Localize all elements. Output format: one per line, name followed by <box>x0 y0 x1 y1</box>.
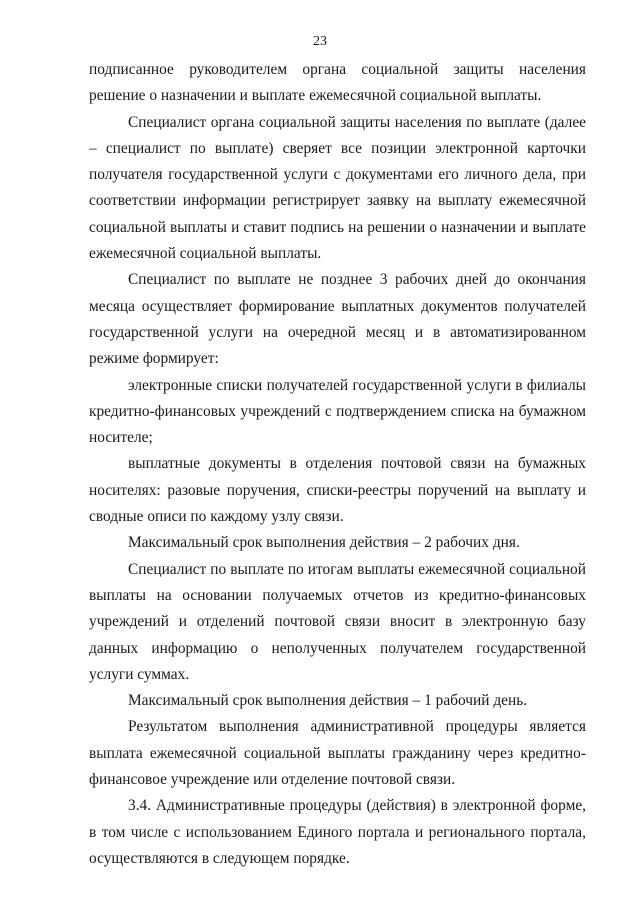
page-number: 23 <box>313 34 327 49</box>
paragraph-section-3-4: 3.4. Административные процедуры (действия) в электронной форме, в том числе с использованием Единого портала и регионального портала, осуществляются в следующем порядке. <box>89 797 586 867</box>
paragraph-postal-documents: выплатные документы в отделения почтовой связи на бумажных носителях: разовые поручения, списки-реестры поручений на выплату и сводные описи по каждому узлу связи. <box>89 455 586 526</box>
paragraph-specialist-verification: Специалист органа социальной защиты населения по выплате (далее – специалист по выплате) сверяет все позиции электронной карточки получателя государственной услуги с документами его личного дела, при соответствии информации регистрирует заявку на выплату ежемесячной социальной выплаты и ставит подпись на решении о назначении и выплате ежемесячной социальной выплаты. <box>89 113 586 263</box>
paragraph-payment-documents: Специалист по выплате не позднее 3 рабочих дней до окончания месяца осуществляет формирование выплатных документов получателей государственной услуги на очередной месяц и в автоматизированном режиме формирует: <box>89 271 586 368</box>
paragraph-unreceived-sums: Специалист по выплате по итогам выплаты ежемесячной социальной выплаты на основании получаемых отчетов из кредитно-финансовых учреждений и отделений почтовой связи вносит в электронную базу данных информацию о неполученных получателем государственной услуги суммах. <box>89 560 586 683</box>
paragraph-electronic-lists: электронные списки получателей государственной услуги в филиалы кредитно-финансовых учреждений с подтверждением списка на бумажном носителе; <box>89 376 586 447</box>
paragraph-continuation: подписанное руководителем органа социальной защиты населения решение о назначении и выплате ежемесячной социальной выплаты. <box>89 61 586 105</box>
document-body <box>89 57 586 872</box>
paragraph-max-term-1-day: Максимальный срок выполнения действия – 1 рабочий день. <box>128 692 528 710</box>
paragraph-procedure-result: Результатом выполнения административной процедуры является выплата ежемесячной социальной выплаты гражданину через кредитно-финансовое учреждение или отделение почтовой связи. <box>89 718 586 789</box>
paragraph-max-term-2-days: Максимальный срок выполнения действия – 2 рабочих дня. <box>128 534 520 552</box>
